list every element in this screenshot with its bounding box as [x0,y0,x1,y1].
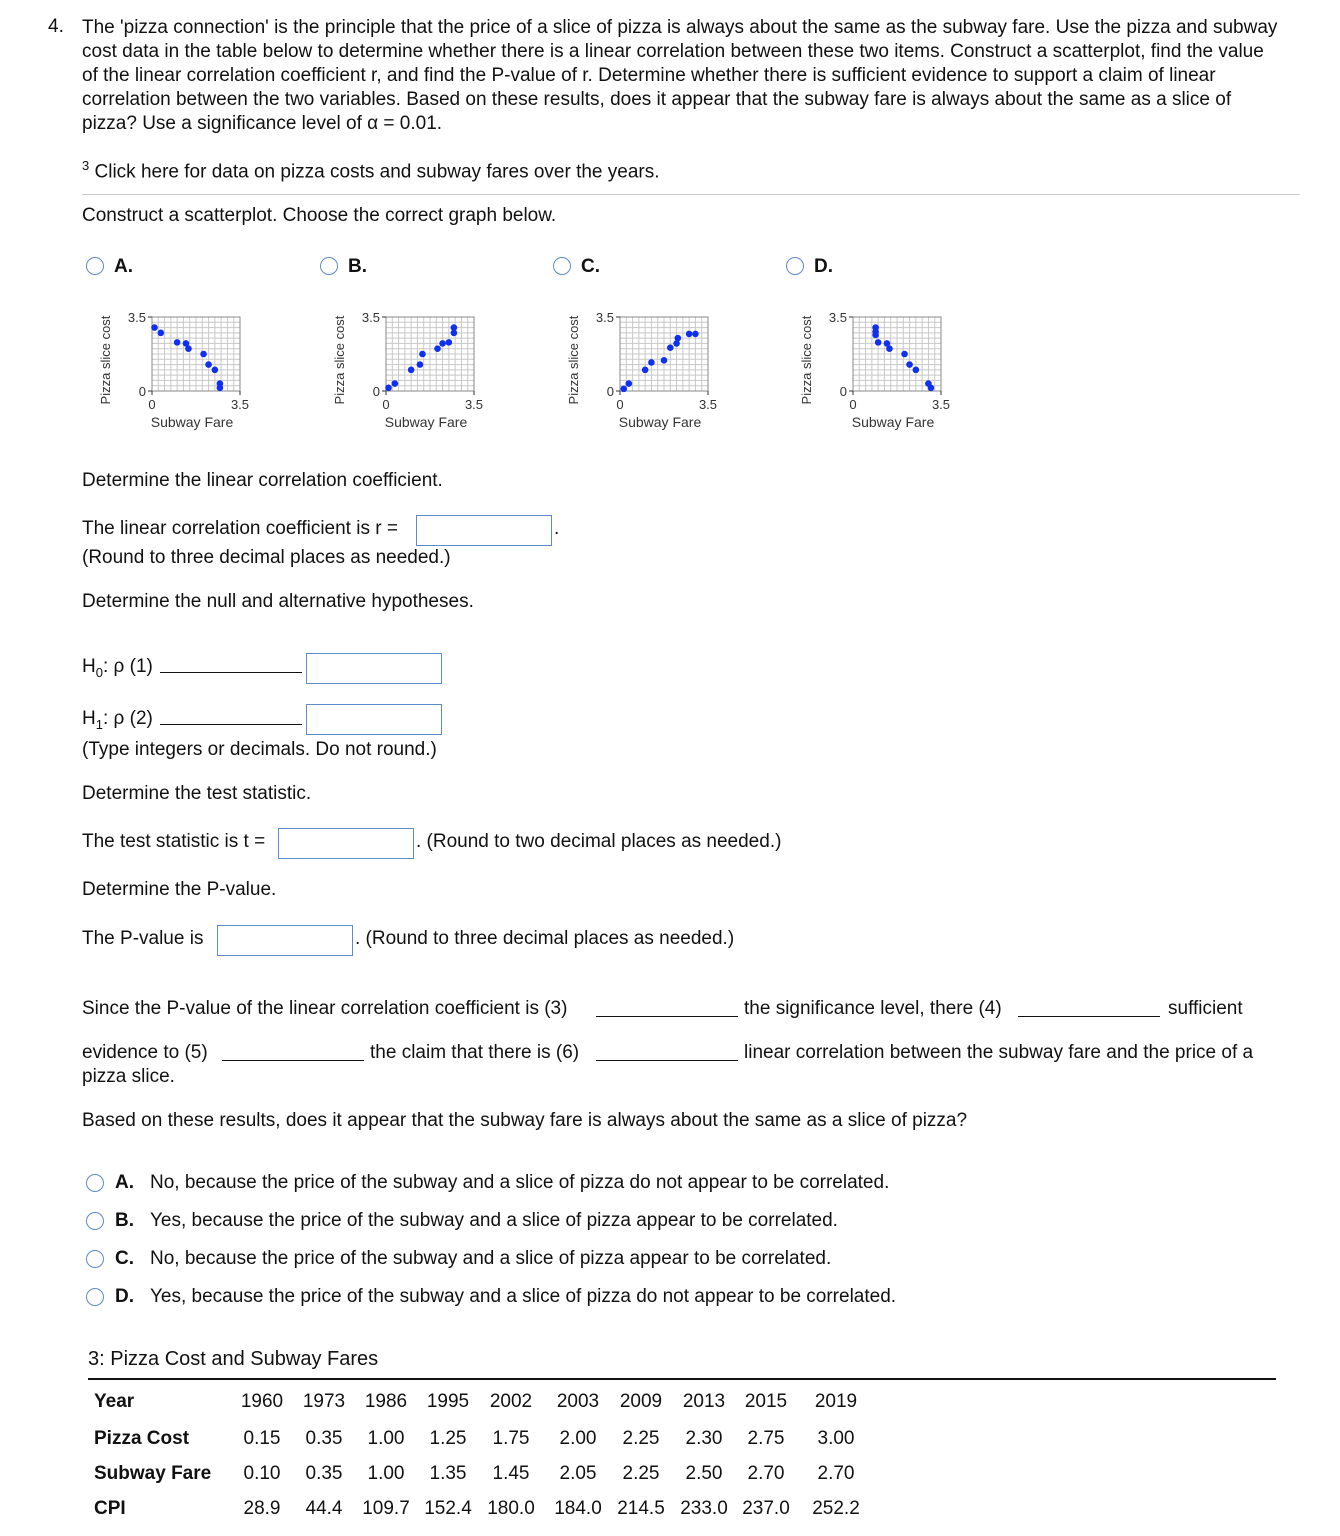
x-axis-label: Subway Fare [384,414,468,430]
answer-option-b-radio[interactable] [86,1212,104,1230]
scatterplot-c [560,296,730,436]
r-input[interactable] [416,515,552,546]
data-point [626,380,633,387]
final-question: Based on these results, does it appear that the subway fare is always about the same as a slice of pizza? [82,1110,968,1131]
graph-option-label: A. [114,256,133,277]
correlation-label: The linear correlation coefficient is r = [82,518,398,539]
pvalue-label: The P-value is [82,928,204,949]
h1-label [82,708,153,732]
y-tick-label: 3.5 [828,310,847,325]
table-cell: 0.35 [305,1463,343,1484]
conclusion-part3: sufficient [1168,998,1243,1019]
data-point [875,339,882,346]
answer-option-c-radio[interactable] [86,1250,104,1268]
graph-option-b-radio[interactable] [320,257,338,275]
table-cell: 2.25 [622,1463,660,1484]
data-point [212,367,219,374]
pvalue-note: . (Round to three decimal places as needed.) [355,928,735,949]
data-point [692,331,699,338]
scatter-prompt: Construct a scatterplot. Choose the correct graph below. [82,205,557,226]
x-tick-label: 3.5 [230,397,250,412]
answer-option-text: No, because the price of the subway and a slice of pizza do not appear to be correlated. [150,1172,890,1193]
table-cell: 237.0 [742,1498,790,1519]
data-point [205,361,212,368]
table-cell: 0.10 [243,1463,281,1484]
answer-option-letter: A. [115,1172,134,1193]
data-point [158,330,165,337]
h0-dropdown[interactable] [160,672,302,673]
y-axis-label: Pizza slice cost [799,315,814,405]
graph-option-a-radio[interactable] [86,257,104,275]
table-cell: 2.00 [559,1428,597,1449]
table-cell: 1995 [426,1391,470,1412]
table-cell: 2002 [489,1391,533,1412]
table-row-label: Year [94,1391,135,1412]
x-tick-label: 0 [382,397,390,412]
test-stat-heading: Determine the test statistic. [82,783,312,804]
table-cell: 152.4 [424,1498,472,1519]
y-axis-label: Pizza slice cost [98,315,113,405]
scatterplot-b [326,296,496,436]
scatterplot-a [92,296,262,436]
h1-value-input[interactable] [306,704,442,735]
data-point [901,351,908,358]
data-point [675,335,682,342]
h1-rest: : ρ (2) [102,708,153,729]
data-point [217,385,224,392]
table-cell: 2019 [814,1391,858,1412]
table-cell: 0.15 [243,1428,281,1449]
t-input[interactable] [278,828,414,859]
table-cell: 2.70 [747,1463,785,1484]
data-point [417,361,424,368]
data-point [667,344,674,351]
pvalue-heading: Determine the P-value. [82,879,277,900]
h1-dropdown[interactable] [160,724,302,725]
table-cell: 2009 [619,1391,663,1412]
hypotheses-heading: Determine the null and alternative hypotheses. [82,591,474,612]
divider [82,194,1300,195]
table-cell: 109.7 [362,1498,410,1519]
table-cell: 44.4 [305,1498,343,1519]
x-tick-label: 3.5 [464,397,484,412]
y-tick-label: 3.5 [595,310,614,325]
table-cell: 2.75 [747,1428,785,1449]
x-tick-label: 0 [148,397,156,412]
x-tick-label: 3.5 [931,397,951,412]
table-row-label: Pizza Cost [94,1428,190,1449]
answer-option-letter: D. [115,1286,134,1307]
conclusion-part6: linear correlation between the subway fare and the price of a [744,1042,1254,1063]
data-point [200,351,207,358]
h1-h: H [82,708,96,729]
table-cell: 1.75 [492,1428,530,1449]
table-cell: 2013 [682,1391,726,1412]
answer-option-letter: C. [115,1248,134,1269]
table-cell: 2015 [744,1391,788,1412]
table-cell: 2003 [556,1391,600,1412]
table-cell: 214.5 [617,1498,665,1519]
test-stat-note: . (Round to two decimal places as needed.) [416,831,782,852]
graph-option-d-radio[interactable] [786,257,804,275]
table-cell: 2.30 [685,1428,723,1449]
graph-option-c-radio[interactable] [553,257,571,275]
table-cell: 1.00 [367,1428,405,1449]
test-stat-label: The test statistic is t = [82,831,266,852]
conclusion-part7: pizza slice. [82,1066,175,1087]
x-axis-label: Subway Fare [851,414,935,430]
answer-option-text: Yes, because the price of the subway and a slice of pizza appear to be correlated. [150,1210,838,1231]
question-number: 4. [48,16,64,37]
table-cell: 180.0 [487,1498,535,1519]
data-point [446,339,453,346]
data-point [886,345,893,352]
answer-option-text: Yes, because the price of the subway and a slice of pizza do not appear to be correlated. [150,1286,897,1307]
table-row-label: CPI [94,1498,126,1519]
r-period: . [554,518,560,539]
data-point [913,367,920,374]
pvalue-input[interactable] [217,925,353,956]
answer-option-letter: B. [115,1210,134,1231]
x-axis-label: Subway Fare [618,414,702,430]
data-point [661,357,668,364]
data-point [385,385,392,392]
conclusion-part1: Since the P-value of the linear correlation coefficient is (3) [82,998,568,1019]
x-tick-label: 0 [616,397,624,412]
data-point [451,324,458,331]
dropdown-4[interactable] [1018,1016,1160,1017]
table-cell: 2.70 [817,1463,855,1484]
table-cell: 184.0 [554,1498,602,1519]
table-title: 3: Pizza Cost and Subway Fares [88,1348,379,1370]
table-row-label: Subway Fare [94,1463,212,1484]
graph-option-label: D. [814,256,833,277]
conclusion-part4: evidence to (5) [82,1042,208,1063]
table-cell: 1.35 [429,1463,467,1484]
data-link-text[interactable]: Click here for data on pizza costs and subway fares over the years. [94,161,660,183]
dropdown-5[interactable] [222,1060,364,1061]
table-cell: 28.9 [243,1498,281,1519]
y-tick-label: 0 [372,384,380,399]
data-point [408,367,415,374]
table-cell: 1960 [240,1391,284,1412]
h1-subscript: 1 [95,716,103,732]
correlation-note: (Round to three decimal places as needed.) [82,547,451,568]
answer-option-text: No, because the price of the subway and a slice of pizza appear to be correlated. [150,1248,832,1269]
y-axis-label: Pizza slice cost [332,315,347,405]
data-point [419,351,426,358]
y-tick-label: 3.5 [361,310,380,325]
question-text: The 'pizza connection' is the principle that the price of a slice of pizza is always about the same as the subway fare. Use the pizza and subway cost data in the table below to determine whether there is a linear correlation between these two items. Construct a scatterplot, find the value of the linear correlation coefficient r, and find the P-value of r. Determine whether there is sufficient evidence to support a claim of linear correlation between the two variables. Based on these results, does it appear that the subway fare is always about the same as a slice of pizza? Use a significance level of α = 0.01. [82,17,1278,134]
y-tick-label: 3.5 [127,310,146,325]
table-cell: 1.45 [492,1463,530,1484]
data-point [686,331,693,338]
table-cell: 1.25 [429,1428,467,1449]
hypotheses-note: (Type integers or decimals. Do not round.) [82,739,437,760]
answer-option-a-radio[interactable] [86,1174,104,1192]
data-link-superscript: 3 [82,158,90,173]
y-tick-label: 0 [606,384,614,399]
data-link[interactable] [82,158,660,183]
data-point [174,339,181,346]
table-cell: 2.50 [685,1463,723,1484]
data-point [151,324,158,331]
data-point [642,367,649,374]
y-tick-label: 0 [138,384,146,399]
x-tick-label: 3.5 [698,397,718,412]
data-point [872,332,879,339]
data-point [906,361,913,368]
graph-option-label: C. [581,256,600,277]
data-point [928,385,935,392]
h0-h: H [82,656,96,677]
y-tick-label: 0 [839,384,847,399]
h0-subscript: 0 [95,664,103,680]
data-point [620,386,627,393]
data-point [392,380,399,387]
table-cell: 0.35 [305,1428,343,1449]
table-cell: 1973 [302,1391,346,1412]
data-point [439,340,446,347]
table-rule [88,1378,1276,1380]
y-axis-label: Pizza slice cost [566,315,581,405]
table-cell: 1986 [364,1391,408,1412]
x-tick-label: 0 [849,397,857,412]
table-cell: 233.0 [680,1498,728,1519]
data-point [648,359,655,366]
h0-value-input[interactable] [306,653,442,684]
table-cell: 252.2 [812,1498,860,1519]
answer-option-d-radio[interactable] [86,1288,104,1306]
h0-label [82,656,153,680]
data-point [185,345,192,352]
scatterplot-d [793,296,963,436]
conclusion-part2: the significance level, there (4) [744,998,1002,1019]
correlation-heading: Determine the linear correlation coefficient. [82,470,443,491]
dropdown-6[interactable] [596,1060,738,1061]
graph-option-label: B. [348,256,367,277]
table-cell: 3.00 [817,1428,855,1449]
dropdown-3[interactable] [596,1016,738,1017]
h0-rest: : ρ (1) [102,656,153,677]
x-axis-label: Subway Fare [150,414,234,430]
data-point [434,345,441,352]
conclusion-part5: the claim that there is (6) [370,1042,580,1063]
table-cell: 2.25 [622,1428,660,1449]
table-cell: 2.05 [559,1463,597,1484]
table-cell: 1.00 [367,1463,405,1484]
